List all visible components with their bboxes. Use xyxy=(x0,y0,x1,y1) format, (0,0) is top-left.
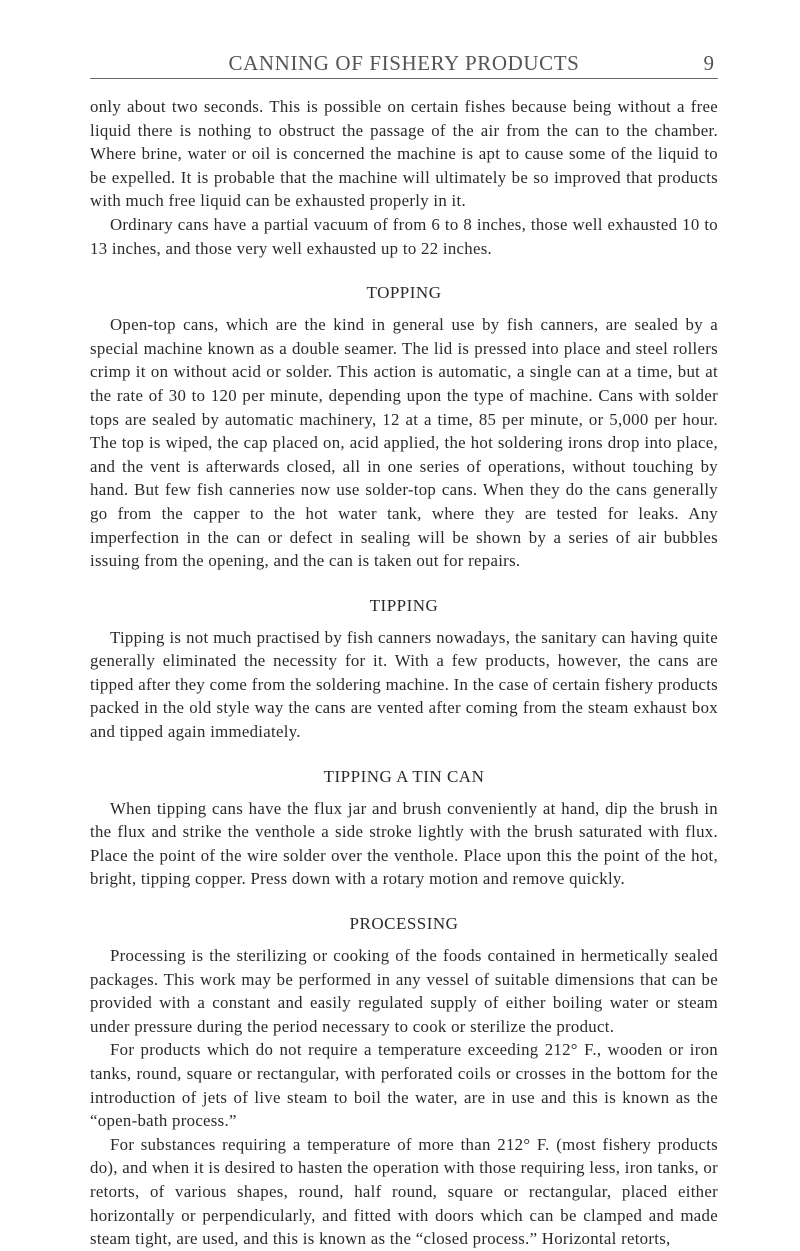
paragraph-tipping: Tipping is not much practised by fish canners nowadays, the sanitary can having quite generally eliminated the necessity for it. With a few products, however, the cans are tipped after they come from the soldering machine. In the case of certain fishery products packed in the old style way the cans are vented after coming from the steam exhaust box and tipped again immediately. xyxy=(90,627,718,742)
paragraph-exhaust-continued: only about two seconds. This is possible on certain fishes because being without a free liquid there is nothing to obstruct the passage of the air from the can to the chamber. Where brine, water or oil is concerned the machine is apt to cause some of the liquid to be expelled. It is probable that the machine will ultimately be so improved that products with much free liquid can be exhausted properly in it. xyxy=(90,97,718,211)
body-text xyxy=(90,95,718,1251)
paragraph-closed-process: For substances requiring a temperature of more than 212° F. (most fishery products do), and when it is desired to hasten the operation with those requiring less, iron tanks, or retorts, of various shapes, round, half round, square or rectangular, placed either horizontally or perpendicularly, and fitted with doors which can be clamped and made steam tight, are used, and this is known as the “closed process.” Horizontal retorts, xyxy=(90,1134,718,1249)
section-heading-tipping-tin-can: TIPPING A TIN CAN xyxy=(323,766,485,786)
header-rule xyxy=(90,78,718,79)
paragraph-open-bath: For products which do not require a temperature exceeding 212° F., wooden or iron tanks, round, square or rectangular, with perforated coils or crosses in the bottom for the introduction of jets of live steam to boil the water, are in use and this is known as the “open-bath process.” xyxy=(90,1040,718,1131)
paragraph-tipping-tin-can: When tipping cans have the flux jar and brush conveniently at hand, dip the brush in the flux and strike the venthole a side stroke lightly with the brush saturated with flux. Place the point of the wire solder over the venthole. Place upon this the point of the hot, bright, tipping copper. Press down with a rotary motion and remove quickly. xyxy=(90,798,718,889)
section-heading-tipping: TIPPING xyxy=(369,595,439,615)
paragraph-vacuum: Ordinary cans have a partial vacuum of from 6 to 8 inches, those well exhausted 10 to 13 inches, and those very well exhausted up to 22 inches. xyxy=(90,214,718,258)
page-number: 9 xyxy=(703,51,714,75)
section-heading-processing: PROCESSING xyxy=(349,914,459,934)
paragraph-topping: Open-top cans, which are the kind in general use by fish canners, are sealed by a special machine known as a double seamer. The lid is pressed into place and steel rollers crimp it on without acid or solder. This action is automatic, a single can at a time, but at the rate of 30 to 120 per minute, depending upon the type of machine. Cans with solder tops are sealed by automatic machinery, 12 at a time, 85 per minute, or 5,000 per hour. The top is wiped, the cap placed on, acid applied, the hot soldering irons drop into place, and the vent is afterwards closed, all in one series of operations, without touching by hand. But few fish canneries now use solder-top cans. When they do the cans generally go from the capper to the hot water tank, where they are tested for leaks. Any imperfection in the can or defect in sealing will be shown by a series of air bubbles issuing from the opening, and the can is taken out for repairs. xyxy=(90,315,718,571)
running-title: CANNING OF FISHERY PRODUCTS xyxy=(228,51,580,75)
section-heading-topping: TOPPING xyxy=(366,283,442,303)
running-head xyxy=(90,50,718,78)
paragraph-processing-definition: Processing is the sterilizing or cooking of the foods contained in hermetically sealed packages. This work may be performed in any vessel of suitable dimensions that can be provided with a constant and easily regulated supply of either boiling water or steam under pressure during the period necessary to cook or sterilize the product. xyxy=(90,946,718,1036)
